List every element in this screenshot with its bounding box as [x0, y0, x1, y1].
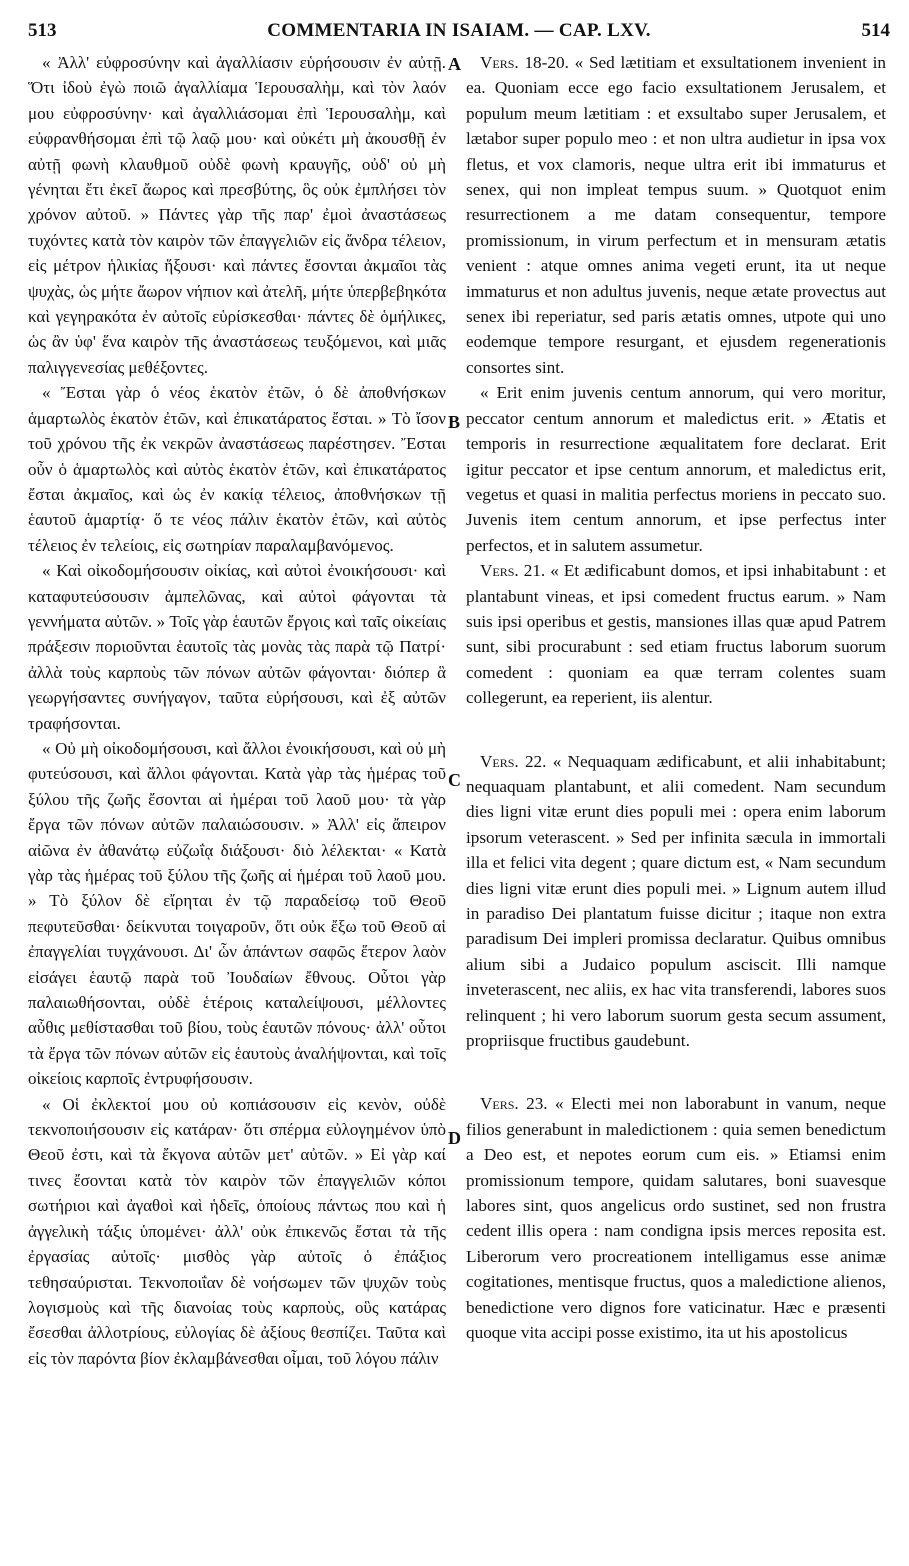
latin-paragraph	[466, 749, 886, 1054]
latin-text: « Electi mei non laborabunt in vanum, neque filios generabunt in maledictionem : quia semen benedictum a Deo est, et nepotes eorum cum eis. » Etiamsi enim promissionum tempore, quidam salutares, boni suavesque labores sint, quos angelicus ordo sustinet, sed non frustra cedent illis opera : nam condigna ipsis merces reposita est. Liberorum vero procreationem intelligamus esse animæ cogitationes, mentisque fructus, quos a maledictione alienos, benedictione vero dignos fore vaticinatur. Hæc e præsenti quoque vita accipi posse existimo, ita ut his apostolicus	[466, 1094, 887, 1343]
latin-paragraph	[466, 380, 886, 558]
latin-text: « Nequaquam ædificabunt, et alii inhabitabunt; nequaquam plantabunt, et alii comedent. Nam secundum dies ligni vitæ erunt dies populi mei : opera enim laborum ipsorum veterascent. » Sed per infinita sæcula in immortali illa et felici vita degent ; quare dictum est, « Nam secundum dies ligni vitæ erunt dies populi mei. » Lignum autem illud in paradiso Dei plantatum fuisse dicitur ; itaque non extra paradisum Dei impleri promissa declaratur. Quibus omnibus alium sibi a Judaico populum asciscit. Illi namque inveterascent, nec aliis, ex hac vita transferendi, labores suos relinquent ; hi vero laborum suorum gesta secum assument, propriisque fructibus gaudebunt.	[466, 751, 887, 1051]
greek-paragraph: « Οἱ ἐκλεκτοί μου οὐ κοπιάσουσιν εἰς κενὸν, οὐδὲ τεκνοποιήσουσιν εἰς κατάραν· ὅτι σπέρμα εὐλογημένον ὑπὸ Θεοῦ ἐστι, καὶ τὰ ἔκγονα αὐτῶν μετ' αὐτῶν. » Εἰ γὰρ καί τινες ἔσονται κατὰ τὸν καιρὸν τῶν ἐπαγγελιῶν κόποι σωτήριοι καὶ ἀγαθοὶ καὶ ἡδεῖς, ὁποίους πάντως που καὶ ἡ ἀγγελικὴ τάξις ὑπομένει· ἀλλ' οὐκ ἐπικενῶς ἔσται τὰ τῆς ἐργασίας αὐτοῖς· μισθὸς γὰρ αὐτοῖς ὁ ἐπάξιος τεθησαύρισται. Τεκνοποιΐαν δὲ νοήσωμεν τῶν ψυχῶν τοὺς λογισμοὺς καὶ τῆς διανοίας τοὺς καρποὺς, οὓς κατάρας ἔσεσθαι ἀλλοτρίους, εὐλογίας δὲ ἀξίους θεσπίζει. Ταῦτα καὶ εἰς τὸν παρόντα βίον ἐκλαμβάνεσθαι οἶμαι, τοῦ λόγου πάλιν	[28, 1094, 446, 1368]
greek-paragraph: « Ἀλλ' εὐφροσύνην καὶ ἀγαλλίασιν εὑρήσουσιν ἐν αὐτῇ. Ὅτι ἰδοὺ ἐγὼ ποιῶ ἀγαλλίαμα Ἱερουσαλὴμ, καὶ τὸν λαόν μου εὐφροσύνην· καὶ ἀγαλλιάσομαι ἐπὶ Ἱερουσαλὴμ, καὶ εὐφρανθήσομαι ἐπὶ τῷ λαῷ μου· καὶ οὐκέτι μὴ ἀκουσθῇ ἐν αὐτῇ φωνὴ κλαυθμοῦ οὐδὲ φωνὴ κραυγῆς, οὐδ' οὐ μὴ γένηται ἔτι ἐκεῖ ἄωρος καὶ πρεσβύτης, ὃς οὐκ ἐμπλήσει τὸν χρόνον αὐτοῦ. » Πάντες γὰρ τῆς παρ' ἐμοὶ ἀναστάσεως τυχόντες κατὰ τὸν καιρὸν τῶν ἐπαγγελιῶν εἰς ἄνδρα τέλειον, εἰς μέτρον ἡλικίας ἥξουσι· καὶ πάντες ἔσονται ἀκμαῖοι τὰς ψυχὰς, ὡς μήτε ἄωρον νήπιον καὶ ἀτελῆ, μήτε ὑπερβεβηκότα καὶ γεγηρακότα ἐν αὐτοῖς εὑρίσκεσθαι· πάντες δὲ ὁμήλικες, ὡς ἂν ὑφ' ἕνα καιρὸν τῆς ἀναστάσεως τευξόμενοι, καὶ μιᾶς παλιγγενεσίας μεθέξοντες.	[28, 53, 446, 377]
latin-text: « Erit enim juvenis centum annorum, qui vero moritur, peccator centum annorum et maledictus erit. » Ætatis et temporis in resurrectione æqualitatem fore declarat. Erit igitur peccator et ipse centum annorum, et maledictus erit, vegetus et quasi in malitia perfectus moriens in peccato suo. Juvenis item centum annorum, et ipse perfectus inter perfectos, et in salutem assumetur.	[466, 383, 886, 555]
page-header	[28, 14, 890, 44]
latin-text: « Et ædificabunt domos, et ipsi inhabitabunt : et plantabunt vineas, et ipsi comedent fructus earum. » Nam suis ipsi operibus et gestis, mansiones illas quæ apud Patrem sunt, sibi procurabunt : sed etiam fructus laborum suorum comedent : quoniam ea quæ terram colentes suam collegerunt, ea reperient, iis alentur.	[466, 561, 886, 708]
margin-letter-c: C	[448, 770, 461, 790]
margin-letter-b: B	[448, 412, 461, 432]
latin-paragraph	[466, 558, 886, 710]
margin-letter-d: D	[448, 1128, 461, 1148]
margin-letter-a: A	[448, 54, 461, 74]
verse-label: Vers. 22.	[480, 751, 547, 771]
greek-paragraph: « Οὐ μὴ οἰκοδομήσουσι, καὶ ἄλλοι ἐνοικήσουσι, καὶ οὐ μὴ φυτεύσουσι, καὶ ἄλλοι φάγονται. Κατὰ γὰρ τὰς ἡμέρας τοῦ ξύλου τῆς ζωῆς ἔσονται αἱ ἡμέραι τοῦ λαοῦ μου· τὰ γὰρ ἔργα τῶν πόνων αὐτῶν παλαιώσουσιν. » Ἀλλ' εἰς ἄπειρον αἰῶνα ἐν ἀθανάτῳ εὐζωΐᾳ διάξουσι· διὸ λέλεκται· « Κατὰ γὰρ τὰς ἡμέρας τοῦ ξύλου τῆς ζωῆς αἱ ἡμέραι τοῦ λαοῦ μου. » Τὸ ξύλον δὲ εἴρηται ἐν τῷ παραδείσῳ τοῦ Θεοῦ πεφυτεῦσθαι· δείκνυται τοιγαροῦν, ὅτι οὐκ ἔξω τοῦ Θεοῦ αἱ ἐπαγγελίαι τυγχάνουσι. Δι' ὧν ἁπάντων σαφῶς ἕτερον λαὸν εἰσάγει ἑαυτῷ παρὰ τοῦ Ἰουδαίων ἔθνους. Οὗτοι γὰρ παλαιωθήσονται, οὐδὲ ἑτέροις καταλείψουσι, μέλλοντες αὖθις μεθίστασθαι τοῦ βίου, τοὺς ἑαυτῶν πόνους· ἀλλ' οὗτοι τὰ ἔργα τῶν πόνων αὐτῶν εἰς ἑαυτοὺς ἀναλήψονται, καὶ τοῖς οἰκείοις καρποῖς ἐντρυφήσουσιν.	[28, 738, 446, 1089]
running-title: COMMENTARIA IN ISAIAM. — CAP. LXV.	[267, 20, 651, 41]
latin-paragraph	[466, 50, 886, 380]
latin-text: « Sed lætitiam et exsultationem invenient in ea. Quoniam ecce ego facio exsultationem Jerusalem, et populum meum lætitiam : et exsultabo super Jerusalem, et lætabor super populo meo : et non ultra audietur in ipsa vox fletus, et vox clamoris, neque ultra erit ibi immaturus et senex, qui non impleat tempus suum. » Quotquot enim resurrectionem a me datam consequentur, tempore promissionum, in virum perfectum et in mensuram ætatis venient : atque omnes anima vegeti erunt, ita ut neque immaturus et non adultus juvenis, neque ætate provectus aut senex ibi reperiatur, sed paris ætatis omnes, utpote qui uno eodemque tempore resurgant, et ejusdem regenerationis consortes sint.	[466, 53, 886, 377]
greek-paragraph: « Καὶ οἰκοδομήσουσιν οἰκίας, καὶ αὐτοὶ ἐνοικήσουσι· καὶ καταφυτεύσουσιν ἀμπελῶνας, καὶ αὐτοὶ φάγονται τὰ γεννήματα αὐτῶν. » Τοῖς γὰρ ἑαυτῶν ἔργοις καὶ ταῖς οἰκείαις πράξεσιν ποριοῦνται ἑαυτοῖς τὰς μονὰς τὰς παρὰ τῷ Πατρί· ἀλλὰ τοὺς καρποὺς τῶν πόνων αὐτῶν φάγονται· διόπερ ἃ γεωργήσαντες συνήγαγον, ταῦτα εὑρήσουσι, καὶ ἐξ αὐτῶν τραφήσονται.	[28, 561, 446, 733]
latin-paragraph	[466, 1091, 886, 1345]
verse-label: Vers. 18-20.	[480, 53, 569, 72]
page-number-right: 514	[861, 20, 890, 41]
greek-paragraph: « Ἔσται γὰρ ὁ νέος ἑκατὸν ἐτῶν, ὁ δὲ ἀποθνήσκων ἁμαρτωλὸς ἑκατὸν ἐτῶν, καὶ ἐπικατάρατος ἔσται. » Τὸ ἴσον τοῦ χρόνου τῆς ἐκ νεκρῶν ἀναστάσεως παρέστησεν. Ἔσται οὖν ὁ ἁμαρτωλὸς καὶ αὐτὸς ἑκατὸν ἐτῶν, καὶ ἐπικατάρατος ἔσται ἀκμαῖος, καὶ ὡς ἐν κακίᾳ τέλειος, ἀποθνήσκων τῇ ἑαυτοῦ ἁμαρτίᾳ· ὅ τε νέος πάλιν ἑκατὸν ἐτῶν, καὶ αὐτὸς τέλειος ἐν τελείοις, εἰς σωτηρίαν παραλαμβανόμενος.	[28, 383, 446, 555]
verse-label: Vers. 23.	[480, 1094, 548, 1114]
page-number-left: 513	[28, 20, 57, 41]
verse-label: Vers. 21.	[480, 561, 546, 581]
greek-column	[28, 50, 446, 1371]
latin-column	[466, 50, 886, 1346]
